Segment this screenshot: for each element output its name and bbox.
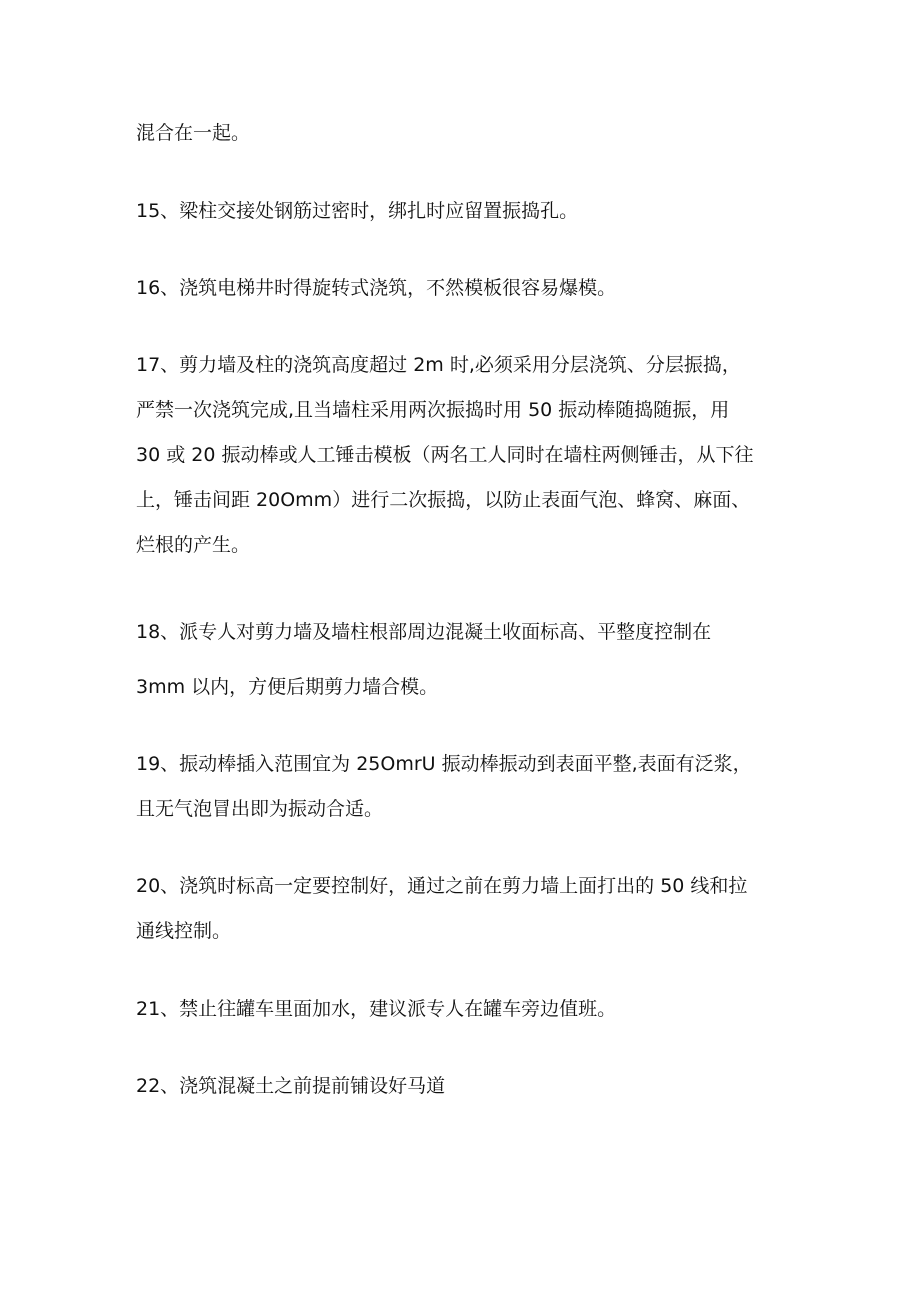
text-line-continuation: 混合在一起。 — [136, 122, 251, 144]
item-19-line-2: 且无气泡冒出即为振动合适。 — [136, 798, 384, 820]
item-17-line-5: 烂根的产生。 — [136, 534, 251, 556]
item-22: 22、浇筑混凝土之前提前铺设好马道 — [136, 1075, 446, 1097]
item-18-line-1: 18、派专人对剪力墙及墙柱根部周边混凝土收面标高、平整度控制在 — [136, 621, 712, 643]
item-17-line-4: 上，锤击间距 20Omm）进行二次振捣，以防止表面气泡、蜂窝、麻面、 — [136, 489, 751, 511]
item-17-line-2: 严禁一次浇筑完成,且当墙柱采用两次振捣时用 50 振动棒随捣随振，用 — [136, 399, 730, 421]
item-20-line-2: 通线控制。 — [136, 920, 232, 942]
item-18-line-2: 3mm 以内，方便后期剪力墙合模。 — [136, 676, 439, 698]
item-17-line-3: 30 或 20 振动棒或人工锤击模板（两名工人同时在墙柱两侧锤击，从下往 — [136, 444, 754, 466]
item-17-line-1: 17、剪力墙及柱的浇筑高度超过 2m 时,必须采用分层浇筑、分层振捣， — [136, 354, 741, 376]
item-16: 16、浇筑电梯井时得旋转式浇筑，不然模板很容易爆模。 — [136, 277, 617, 299]
item-19-line-1: 19、振动棒插入范围宜为 25OmrU 振动棒振动到表面平整,表面有泛浆， — [136, 753, 752, 775]
item-15: 15、梁柱交接处钢筋过密时，绑扎时应留置振捣孔。 — [136, 200, 579, 222]
item-21: 21、禁止往罐车里面加水，建议派专人在罐车旁边值班。 — [136, 998, 617, 1020]
item-20-line-1: 20、浇筑时标高一定要控制好，通过之前在剪力墙上面打出的 50 线和拉 — [136, 875, 748, 897]
